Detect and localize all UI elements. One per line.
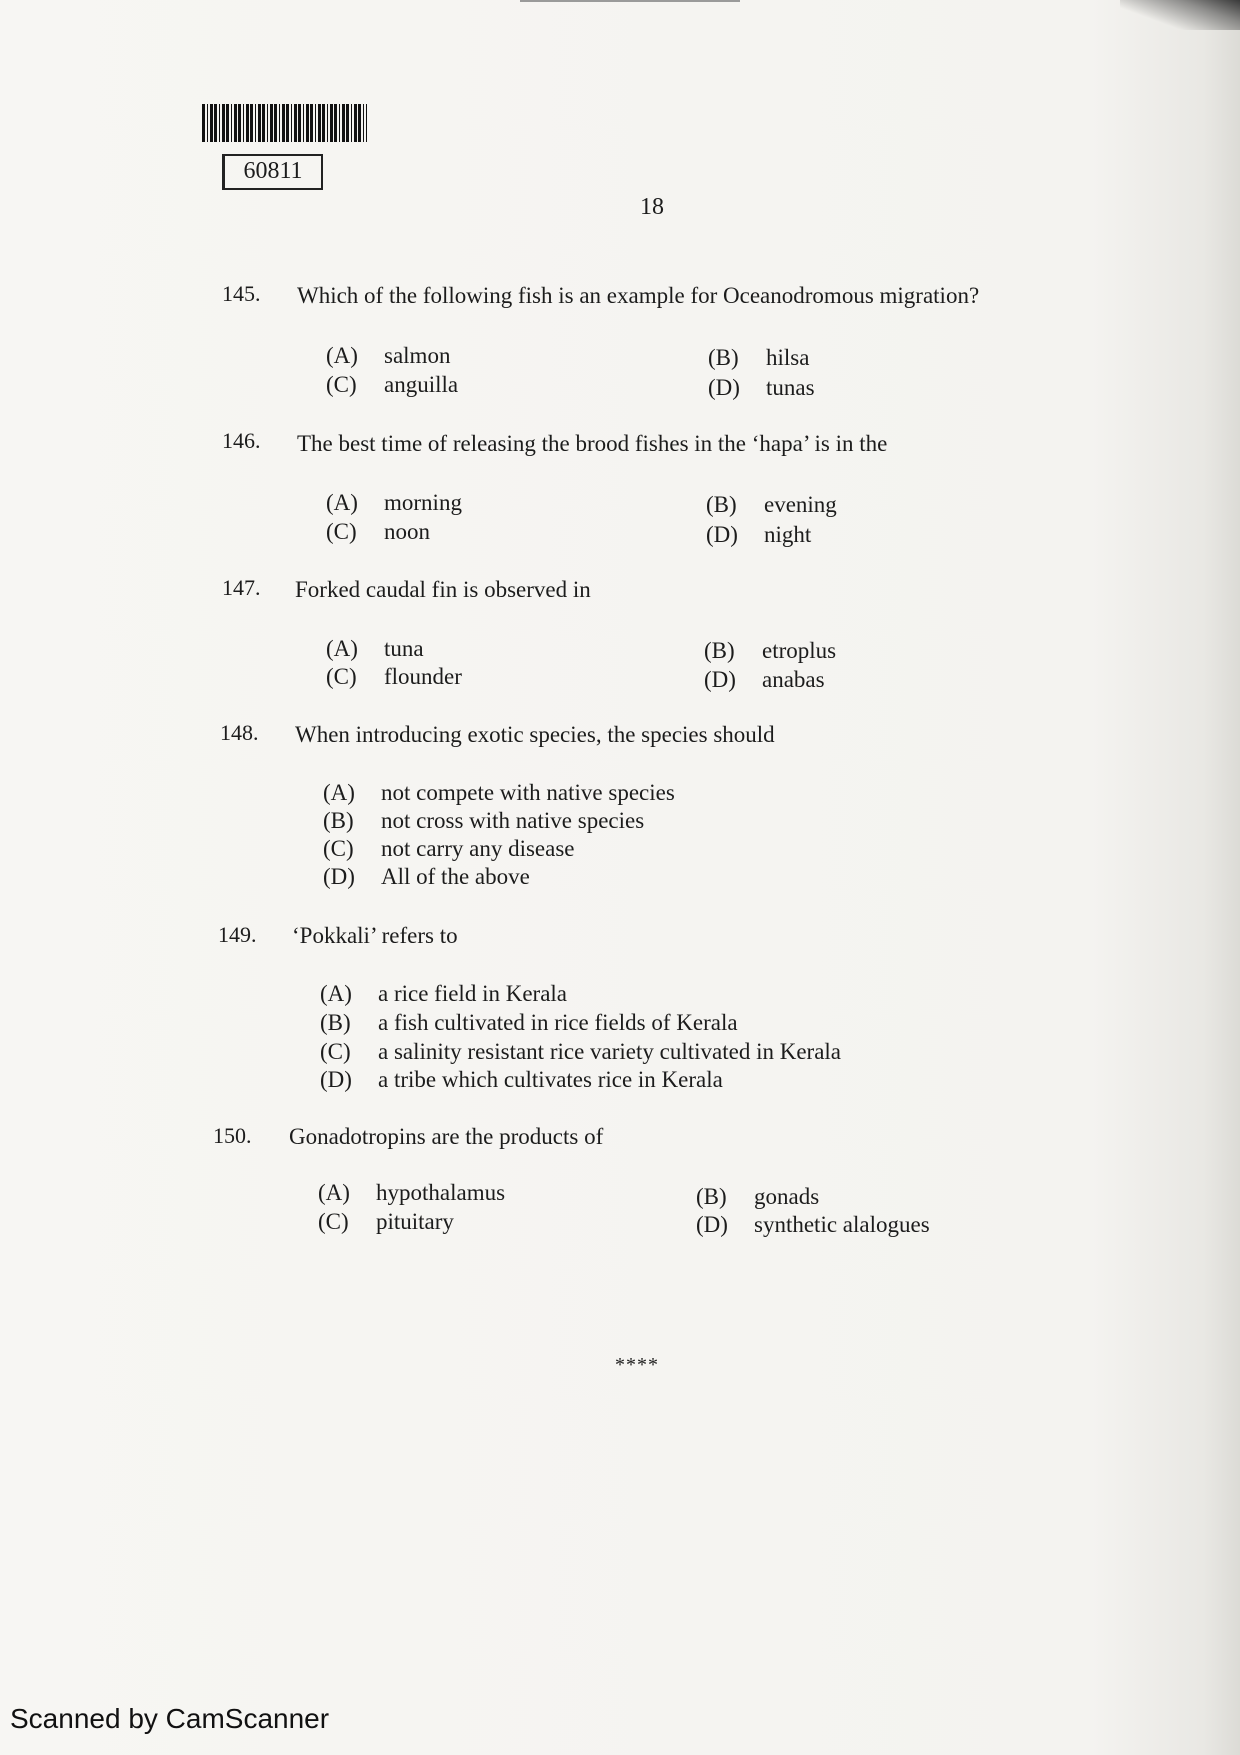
- option-b: (B) hilsa: [708, 345, 810, 370]
- option-b: (B) etroplus: [704, 638, 837, 663]
- option-c: (C) not carry any disease: [323, 836, 575, 861]
- question-number: 145.: [222, 281, 261, 306]
- option-a: (A) tuna: [326, 636, 424, 661]
- option-d: (D) night: [706, 522, 812, 547]
- option-d: (D) anabas: [704, 667, 825, 692]
- option-d: (D) All of the above: [323, 864, 530, 889]
- scanner-watermark: Scanned by CamScanner: [10, 1703, 330, 1734]
- question-number: 147.: [222, 575, 261, 600]
- question-number: 150.: [213, 1123, 252, 1148]
- option-c: (C) pituitary: [318, 1209, 454, 1234]
- question-number: 146.: [222, 428, 261, 453]
- option-a: (A) a rice field in Kerala: [320, 981, 567, 1006]
- option-a: (A) hypothalamus: [318, 1180, 506, 1205]
- top-edge-line: [520, 0, 740, 2]
- question-text: When introducing exotic species, the species should: [295, 722, 775, 747]
- page-number: 18: [640, 194, 664, 220]
- question-text: ‘Pokkali’ refers to: [292, 923, 458, 948]
- page-corner-shadow: [1120, 0, 1240, 30]
- question-number: 149.: [218, 922, 257, 947]
- question-number: 148.: [220, 720, 259, 745]
- option-a: (A) salmon: [326, 343, 451, 368]
- option-c: (C) anguilla: [326, 372, 459, 397]
- option-a: (A) not compete with native species: [323, 780, 675, 805]
- option-c: (C) noon: [326, 519, 430, 544]
- option-b: (B) a fish cultivated in rice fields of Kerala: [320, 1010, 738, 1035]
- option-d: (D) tunas: [708, 375, 815, 400]
- option-c: (C) a salinity resistant rice variety cultivated in Kerala: [320, 1039, 842, 1064]
- end-of-paper-marker: ****: [615, 1354, 659, 1376]
- paper-code: 60811: [222, 154, 323, 190]
- option-c: (C) flounder: [326, 664, 462, 689]
- option-d: (D) a tribe which cultivates rice in Kerala: [320, 1067, 723, 1092]
- option-b: (B) not cross with native species: [323, 808, 645, 833]
- option-a: (A) morning: [326, 490, 462, 515]
- question-text: The best time of releasing the brood fishes in the ‘hapa’ is in the: [297, 431, 888, 456]
- option-d: (D) synthetic alalogues: [696, 1212, 930, 1237]
- barcode-icon: [202, 104, 367, 142]
- option-b: (B) evening: [706, 492, 837, 517]
- question-text: Which of the following fish is an example for Oceanodromous migration?: [297, 283, 980, 308]
- question-text: Gonadotropins are the products of: [289, 1124, 604, 1149]
- option-b: (B) gonads: [696, 1184, 820, 1209]
- question-text: Forked caudal fin is observed in: [295, 577, 591, 602]
